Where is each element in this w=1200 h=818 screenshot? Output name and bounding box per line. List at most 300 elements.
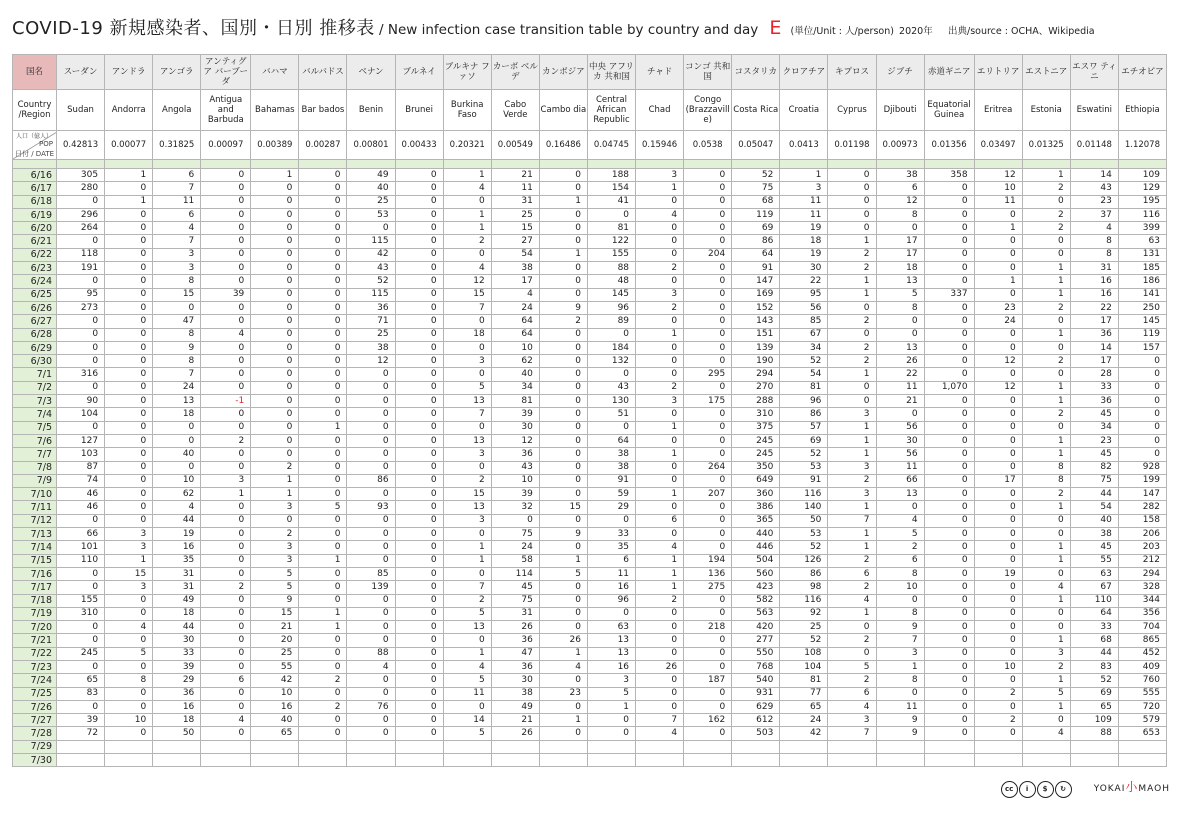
case-count-cell: 1 xyxy=(974,275,1022,288)
case-count-cell: 0 xyxy=(201,554,251,567)
case-count-cell: 0 xyxy=(347,381,395,394)
case-count-cell: 6 xyxy=(201,674,251,687)
case-count-cell: 0 xyxy=(299,541,347,554)
case-count-cell: 270 xyxy=(732,381,780,394)
case-count-cell: 0 xyxy=(299,315,347,328)
case-count-cell: 8 xyxy=(876,567,924,580)
case-count-cell: 0 xyxy=(299,288,347,301)
case-count-cell xyxy=(201,740,251,753)
case-count-cell: 33 xyxy=(153,647,201,660)
case-count-cell: 0 xyxy=(1118,408,1166,421)
case-count-cell: 175 xyxy=(684,395,732,408)
case-count-cell: 2 xyxy=(636,594,684,607)
case-count-cell: 0 xyxy=(684,169,732,182)
case-count-cell: 188 xyxy=(587,169,635,182)
case-count-cell: 69 xyxy=(780,434,828,447)
case-count-cell: 169 xyxy=(732,288,780,301)
case-count-cell: 72 xyxy=(57,727,105,740)
case-count-cell: 5 xyxy=(876,288,924,301)
case-count-cell: 2 xyxy=(251,461,299,474)
population-value: 0.00389 xyxy=(251,131,299,160)
case-count-cell: 1 xyxy=(1022,434,1070,447)
case-count-cell: 21 xyxy=(251,621,299,634)
case-count-cell: 4 xyxy=(828,594,876,607)
case-count-cell: 1 xyxy=(636,182,684,195)
population-value: 0.31825 xyxy=(153,131,201,160)
case-count-cell: 26 xyxy=(539,634,587,647)
country-name-jp: アンドラ xyxy=(105,55,153,90)
spacer-cell xyxy=(299,160,347,169)
date-cell: 7/30 xyxy=(13,754,57,767)
case-count-cell xyxy=(1022,740,1070,753)
case-count-cell: 2 xyxy=(299,674,347,687)
case-count-cell: 55 xyxy=(1070,554,1118,567)
case-count-cell: 16 xyxy=(153,541,201,554)
case-count-cell: 31 xyxy=(491,607,539,620)
date-cell: 7/16 xyxy=(13,567,57,580)
table-row xyxy=(13,674,1167,687)
case-count-cell xyxy=(587,754,635,767)
table-row xyxy=(13,182,1167,195)
spacer-cell xyxy=(395,160,443,169)
case-count-cell: 0 xyxy=(974,434,1022,447)
case-count-cell: 0 xyxy=(684,474,732,487)
case-count-cell: 0 xyxy=(201,501,251,514)
case-count-cell: 11 xyxy=(491,182,539,195)
case-count-cell: 0 xyxy=(201,355,251,368)
case-count-cell: 0 xyxy=(347,368,395,381)
case-count-cell: 0 xyxy=(57,355,105,368)
table-row xyxy=(13,222,1167,235)
case-count-cell: 0 xyxy=(105,381,153,394)
case-count-cell: 3 xyxy=(828,488,876,501)
case-count-cell xyxy=(974,740,1022,753)
case-count-cell: 119 xyxy=(732,208,780,221)
date-cell: 6/17 xyxy=(13,182,57,195)
country-name-en: Angola xyxy=(153,90,201,131)
spacer-cell xyxy=(587,160,635,169)
case-count-cell: 0 xyxy=(347,222,395,235)
case-count-cell: 1 xyxy=(1022,448,1070,461)
case-count-cell: 26 xyxy=(876,355,924,368)
country-name-jp: ベナン xyxy=(347,55,395,90)
case-count-cell: 2 xyxy=(636,262,684,275)
case-count-cell: 0 xyxy=(1022,567,1070,580)
case-count-cell: 0 xyxy=(299,660,347,673)
sa-icon: ↻ xyxy=(1055,781,1072,798)
country-name-jp: チャド xyxy=(636,55,684,90)
case-count-cell: 5 xyxy=(828,660,876,673)
case-count-cell: 16 xyxy=(1070,275,1118,288)
table-row xyxy=(13,501,1167,514)
case-count-cell: 0 xyxy=(395,301,443,314)
case-count-cell: 5 xyxy=(539,567,587,580)
case-count-cell: 0 xyxy=(395,554,443,567)
case-count-cell: 0 xyxy=(201,567,251,580)
case-count-cell: 0 xyxy=(684,408,732,421)
case-count-cell: 4 xyxy=(636,541,684,554)
case-count-cell: 139 xyxy=(732,341,780,354)
case-count-cell: 19 xyxy=(780,222,828,235)
case-count-cell: 0 xyxy=(201,341,251,354)
case-count-cell: 0 xyxy=(974,621,1022,634)
case-count-cell: 29 xyxy=(587,501,635,514)
case-count-cell: 22 xyxy=(1070,301,1118,314)
case-count-cell: 0 xyxy=(201,607,251,620)
case-count-cell: 4 xyxy=(443,660,491,673)
case-count-cell: 399 xyxy=(1118,222,1166,235)
case-count-cell: 0 xyxy=(395,208,443,221)
case-count-cell: 0 xyxy=(251,448,299,461)
case-count-cell: 1 xyxy=(828,541,876,554)
case-count-cell: 116 xyxy=(780,488,828,501)
case-count-cell: 0 xyxy=(539,434,587,447)
case-count-cell: 0 xyxy=(684,301,732,314)
case-count-cell: 310 xyxy=(732,408,780,421)
country-name-en: Antigua and Barbuda xyxy=(201,90,251,131)
case-count-cell: 0 xyxy=(828,381,876,394)
table-row xyxy=(13,554,1167,567)
spacer-cell xyxy=(443,160,491,169)
case-count-cell: 0 xyxy=(539,208,587,221)
date-cell: 6/23 xyxy=(13,262,57,275)
case-count-cell: 53 xyxy=(347,208,395,221)
population-value: 0.00287 xyxy=(299,131,347,160)
case-count-cell: 4 xyxy=(443,182,491,195)
case-count-cell: 75 xyxy=(732,182,780,195)
case-count-cell: 98 xyxy=(780,581,828,594)
date-cell: 6/16 xyxy=(13,169,57,182)
by-icon: i xyxy=(1019,781,1036,798)
spacer-cell xyxy=(201,160,251,169)
case-count-cell: 64 xyxy=(491,328,539,341)
case-count-cell: 1,070 xyxy=(924,381,974,394)
table-row xyxy=(13,581,1167,594)
case-count-cell: 39 xyxy=(57,714,105,727)
date-cell: 7/22 xyxy=(13,647,57,660)
case-count-cell: 0 xyxy=(924,594,974,607)
case-count-cell: 0 xyxy=(924,235,974,248)
case-count-cell: 0 xyxy=(299,514,347,527)
case-count-cell: 0 xyxy=(636,528,684,541)
case-count-cell: 1 xyxy=(201,488,251,501)
case-count-cell xyxy=(684,740,732,753)
case-count-cell: 39 xyxy=(153,660,201,673)
country-name-jp: スーダン xyxy=(57,55,105,90)
case-count-cell: 1 xyxy=(1022,674,1070,687)
country-name-en: Burkina Faso xyxy=(443,90,491,131)
case-count-cell: 1 xyxy=(251,474,299,487)
case-count-cell: 12 xyxy=(347,355,395,368)
case-count-cell: 0 xyxy=(299,301,347,314)
case-count-cell: 0 xyxy=(251,301,299,314)
case-count-cell: 0 xyxy=(924,607,974,620)
case-count-cell: 365 xyxy=(732,514,780,527)
case-count-cell: 2 xyxy=(1022,408,1070,421)
case-count-cell: 296 xyxy=(57,208,105,221)
date-cell: 7/7 xyxy=(13,448,57,461)
case-count-cell: 0 xyxy=(395,288,443,301)
case-count-cell: 96 xyxy=(780,395,828,408)
case-count-cell: 0 xyxy=(539,235,587,248)
case-count-cell: 0 xyxy=(443,341,491,354)
case-count-cell: 0 xyxy=(539,222,587,235)
case-count-cell: 10 xyxy=(974,182,1022,195)
case-count-cell: 35 xyxy=(587,541,635,554)
case-count-cell: 0 xyxy=(57,381,105,394)
case-count-cell xyxy=(636,740,684,753)
case-count-cell: 2 xyxy=(828,674,876,687)
population-value: 0.03497 xyxy=(974,131,1022,160)
case-count-cell: 127 xyxy=(57,434,105,447)
case-count-cell: 10 xyxy=(153,474,201,487)
case-count-cell: 69 xyxy=(732,222,780,235)
case-count-cell: 0 xyxy=(539,674,587,687)
case-count-cell: 59 xyxy=(587,488,635,501)
case-count-cell: 0 xyxy=(443,700,491,713)
case-count-cell: 6 xyxy=(828,567,876,580)
case-count-cell: 8 xyxy=(876,674,924,687)
country-name-en: Ethiopia xyxy=(1118,90,1166,131)
case-count-cell: 21 xyxy=(491,714,539,727)
case-count-cell: 1 xyxy=(443,222,491,235)
case-count-cell: 36 xyxy=(347,301,395,314)
case-count-cell: 0 xyxy=(395,169,443,182)
case-count-cell: 11 xyxy=(780,208,828,221)
case-count-cell: 52 xyxy=(780,448,828,461)
case-count-cell: 0 xyxy=(299,474,347,487)
case-count-cell: 0 xyxy=(539,421,587,434)
case-count-cell: 58 xyxy=(491,554,539,567)
case-count-cell: 38 xyxy=(587,448,635,461)
unit-label: (単位/Unit : 人/person) xyxy=(790,26,894,37)
case-count-cell: 2 xyxy=(828,355,876,368)
case-count-cell: 0 xyxy=(105,474,153,487)
case-count-cell: 0 xyxy=(828,222,876,235)
case-count-cell: 250 xyxy=(1118,301,1166,314)
case-count-cell: 3 xyxy=(636,169,684,182)
country-name-jp: 中央 アフリカ 共和国 xyxy=(587,55,635,90)
case-count-cell: 0 xyxy=(443,528,491,541)
case-count-cell: 44 xyxy=(153,514,201,527)
case-count-cell: 0 xyxy=(636,408,684,421)
case-count-cell: 0 xyxy=(251,248,299,261)
case-count-cell: 0 xyxy=(299,567,347,580)
case-count-cell: 0 xyxy=(876,687,924,700)
case-count-cell: 199 xyxy=(1118,474,1166,487)
case-count-cell: 22 xyxy=(780,275,828,288)
case-count-cell: 11 xyxy=(876,381,924,394)
case-count-cell xyxy=(443,754,491,767)
case-count-cell: 16 xyxy=(1070,288,1118,301)
case-count-cell: 0 xyxy=(924,541,974,554)
case-count-cell: 409 xyxy=(1118,660,1166,673)
case-count-cell: 50 xyxy=(780,514,828,527)
case-count-cell: 43 xyxy=(587,381,635,394)
case-count-cell: 0 xyxy=(201,301,251,314)
table-row xyxy=(13,594,1167,607)
case-count-cell: 8 xyxy=(1022,461,1070,474)
case-count-cell: 328 xyxy=(1118,581,1166,594)
case-count-cell: 0 xyxy=(395,714,443,727)
case-count-cell: 0 xyxy=(251,408,299,421)
case-count-cell: 0 xyxy=(299,169,347,182)
country-name-jp: コンゴ 共和国 xyxy=(684,55,732,90)
case-count-cell: 54 xyxy=(1070,501,1118,514)
case-count-cell: 1 xyxy=(443,169,491,182)
case-count-cell: 0 xyxy=(539,341,587,354)
case-count-cell: 52 xyxy=(780,634,828,647)
case-count-cell: 1 xyxy=(636,581,684,594)
case-count-cell: 0 xyxy=(684,727,732,740)
case-count-cell: 0 xyxy=(105,687,153,700)
case-count-cell: 0 xyxy=(587,607,635,620)
case-count-cell: 141 xyxy=(1118,288,1166,301)
case-count-cell: 504 xyxy=(732,554,780,567)
date-cell: 7/20 xyxy=(13,621,57,634)
case-count-cell: 0 xyxy=(57,328,105,341)
case-count-cell: 38 xyxy=(491,262,539,275)
case-count-cell: 0 xyxy=(974,528,1022,541)
case-count-cell: 75 xyxy=(491,594,539,607)
country-name-jp: 赤道ギニア xyxy=(924,55,974,90)
case-count-cell: 44 xyxy=(1070,647,1118,660)
case-count-cell: 13 xyxy=(443,434,491,447)
case-count-cell: 629 xyxy=(732,700,780,713)
case-count-cell: 40 xyxy=(153,448,201,461)
case-count-cell: 0 xyxy=(539,355,587,368)
spacer-cell xyxy=(974,160,1022,169)
country-name-jp: キプロス xyxy=(828,55,876,90)
case-count-cell: 24 xyxy=(491,541,539,554)
date-cell: 6/22 xyxy=(13,248,57,261)
case-count-cell: 0 xyxy=(347,554,395,567)
case-count-cell xyxy=(636,754,684,767)
case-count-cell: 375 xyxy=(732,421,780,434)
case-count-cell: 14 xyxy=(1070,341,1118,354)
table-row xyxy=(13,528,1167,541)
table-row xyxy=(13,368,1167,381)
case-count-cell: 191 xyxy=(57,262,105,275)
case-count-cell: 0 xyxy=(636,474,684,487)
title-separator: / xyxy=(374,22,388,38)
case-count-cell: 15 xyxy=(443,488,491,501)
table-row xyxy=(13,448,1167,461)
case-count-cell: 0 xyxy=(299,381,347,394)
case-count-cell: 25 xyxy=(347,328,395,341)
case-count-cell: 0 xyxy=(57,421,105,434)
cc-icon: cc xyxy=(1001,781,1018,798)
case-count-cell: 0 xyxy=(636,315,684,328)
country-name-en: Cabo Verde xyxy=(491,90,539,131)
case-count-cell: 96 xyxy=(587,594,635,607)
case-count-cell: 0 xyxy=(201,248,251,261)
case-count-cell: 0 xyxy=(153,301,201,314)
case-count-cell: 20 xyxy=(251,634,299,647)
country-name-en: Estonia xyxy=(1022,90,1070,131)
case-count-cell: 0 xyxy=(684,541,732,554)
case-count-cell: 768 xyxy=(732,660,780,673)
case-count-cell: 43 xyxy=(491,461,539,474)
case-count-cell: 186 xyxy=(1118,275,1166,288)
brand-left: YOKAI xyxy=(1093,784,1126,794)
case-count-cell: 0 xyxy=(395,461,443,474)
case-count-cell: 2 xyxy=(974,687,1022,700)
table-row xyxy=(13,341,1167,354)
case-count-cell: 0 xyxy=(684,700,732,713)
case-count-cell: 0 xyxy=(201,195,251,208)
case-count-cell: 0 xyxy=(924,315,974,328)
case-count-cell: 33 xyxy=(1070,381,1118,394)
case-count-cell: 0 xyxy=(539,727,587,740)
case-count-cell: 0 xyxy=(105,448,153,461)
case-count-cell xyxy=(491,754,539,767)
case-count-cell: 0 xyxy=(201,541,251,554)
case-count-cell: 0 xyxy=(395,235,443,248)
case-count-cell: 96 xyxy=(587,301,635,314)
case-count-cell: 114 xyxy=(491,567,539,580)
case-count-cell: 0 xyxy=(299,222,347,235)
case-count-cell: 0 xyxy=(395,368,443,381)
case-count-cell: 0 xyxy=(395,355,443,368)
date-cell: 7/6 xyxy=(13,434,57,447)
table-row xyxy=(13,474,1167,487)
case-count-cell: 2 xyxy=(443,474,491,487)
case-count-cell: 931 xyxy=(732,687,780,700)
case-count-cell: 56 xyxy=(876,421,924,434)
case-count-cell: 155 xyxy=(587,248,635,261)
table-row xyxy=(13,355,1167,368)
case-count-cell xyxy=(1070,754,1118,767)
case-count-cell: 67 xyxy=(780,328,828,341)
case-count-cell: 18 xyxy=(443,328,491,341)
spacer-cell xyxy=(105,160,153,169)
case-count-cell: 0 xyxy=(347,461,395,474)
case-count-cell: 0 xyxy=(974,700,1022,713)
spacer-cell xyxy=(684,160,732,169)
case-count-cell: 7 xyxy=(443,408,491,421)
case-count-cell: 0 xyxy=(251,275,299,288)
infection-table xyxy=(12,54,1167,767)
case-count-cell: 0 xyxy=(395,594,443,607)
case-count-cell: 337 xyxy=(924,288,974,301)
case-count-cell: 129 xyxy=(1118,182,1166,195)
table-row xyxy=(13,621,1167,634)
case-count-cell: 928 xyxy=(1118,461,1166,474)
case-count-cell: 194 xyxy=(684,554,732,567)
case-count-cell: 0 xyxy=(539,288,587,301)
case-count-cell: 358 xyxy=(924,169,974,182)
case-count-cell: 0 xyxy=(443,368,491,381)
case-count-cell: 0 xyxy=(57,581,105,594)
table-row xyxy=(13,248,1167,261)
case-count-cell: 110 xyxy=(1070,594,1118,607)
case-count-cell: 87 xyxy=(57,461,105,474)
case-count-cell: 0 xyxy=(974,235,1022,248)
case-count-cell: 0 xyxy=(347,594,395,607)
case-count-cell: 53 xyxy=(780,461,828,474)
case-count-cell xyxy=(57,754,105,767)
case-count-cell: 1 xyxy=(1022,288,1070,301)
case-count-cell: 116 xyxy=(780,594,828,607)
date-cell: 7/10 xyxy=(13,488,57,501)
case-count-cell: 0 xyxy=(105,607,153,620)
case-count-cell: 11 xyxy=(780,195,828,208)
spacer-cell xyxy=(732,160,780,169)
case-count-cell: 0 xyxy=(684,275,732,288)
case-count-cell: 0 xyxy=(684,594,732,607)
case-count-cell: 1 xyxy=(1022,501,1070,514)
